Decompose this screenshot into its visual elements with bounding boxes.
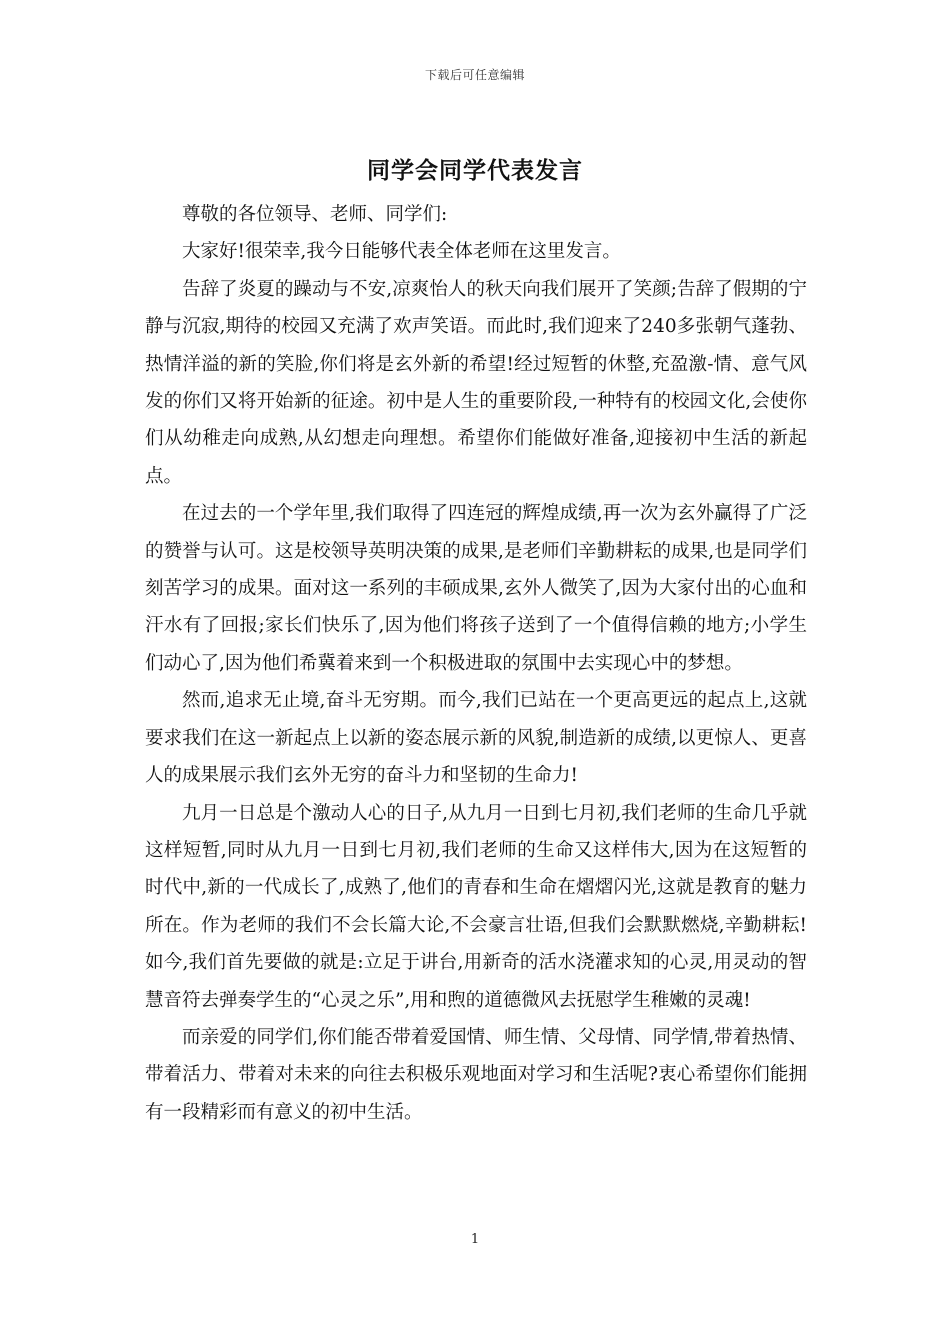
paragraph-greeting: 大家好!很荣幸,我今日能够代表全体老师在这里发言。 <box>182 241 621 263</box>
header-note: 下载后可任意编辑 <box>424 68 525 82</box>
page-title: 同学会同学代表发言 <box>367 157 583 184</box>
paragraph-new-start: 然而,追求无止境,奋斗无穷期。而今,我们已站在一个更高更远的起点上,这就要求我们在这一新起点上以新的姿态展示新的风貌,制造新的成绩,以更惊人、更喜人的成果展示我们玄外无穷的奋斗力和坚韧的生命力! <box>145 690 807 787</box>
page-number: 1 <box>470 1232 480 1247</box>
paragraph-salutation: 尊敬的各位领导、老师、同学们: <box>182 204 448 225</box>
paragraph-teachers: 九月一日总是个激动人心的日子,从九月一日到七月初,我们老师的生命几乎就这样短暂,同时从九月一日到七月初,我们老师的生命又这样伟大,因为在这短暂的时代中,新的一代成长了,成熟了,他们的青春和生命在熠熠闪光,这就是教育的魅力所在。作为老师的我们不会长篇大论,不会豪言壮语,但我们会默默燃烧,辛勤耕耘!如今,我们首先要做的就是:立足于讲台,用新奇的活水浇灌求知的心灵,用灵动的智慧音符去弹奏学生的“心灵之乐”,用和煦的道德微风去抚慰学生稚嫩的灵魂! <box>145 802 807 1011</box>
paragraph-achievements: 在过去的一个学年里,我们取得了四连冠的辉煌成绩,再一次为玄外赢得了广泛的赞誉与认可。这是校领导英明决策的成果,是老师们辛勤耕耘的成果,也是同学们刻苦学习的成果。面对这一系列的丰硕成果,玄外人微笑了,因为大家付出的心血和汗水有了回报;家长们快乐了,因为他们将孩子送到了一个值得信赖的地方;小学生们动心了,因为他们希冀着来到一个积极进取的氛围中去实现心中的梦想。 <box>145 503 807 674</box>
paragraph-students: 而亲爱的同学们,你们能否带着爱国情、师生情、父母情、同学情,带着热情、带着活力、带着对未来的向往去积极乐观地面对学习和生活呢?衷心希望你们能拥有一段精彩而有意义的初中生活。 <box>145 1026 807 1123</box>
paragraph-autumn: 告辞了炎夏的躁动与不安,凉爽怡人的秋天向我们展开了笑颜;告辞了假期的宁静与沉寂,期待的校园又充满了欢声笑语。而此时,我们迎来了240多张朝气蓬勃、热情洋溢的新的笑脸,你们将是玄外新的希望!经过短暂的休整,充盈激-情、意气风发的你们又将开始新的征途。初中是人生的重要阶段,一种特有的校园文化,会使你们从幼稚走向成熟,从幻想走向理想。希望你们能做好准备,迎接初中生活的新起点。 <box>145 278 807 487</box>
document-body <box>145 196 807 1131</box>
